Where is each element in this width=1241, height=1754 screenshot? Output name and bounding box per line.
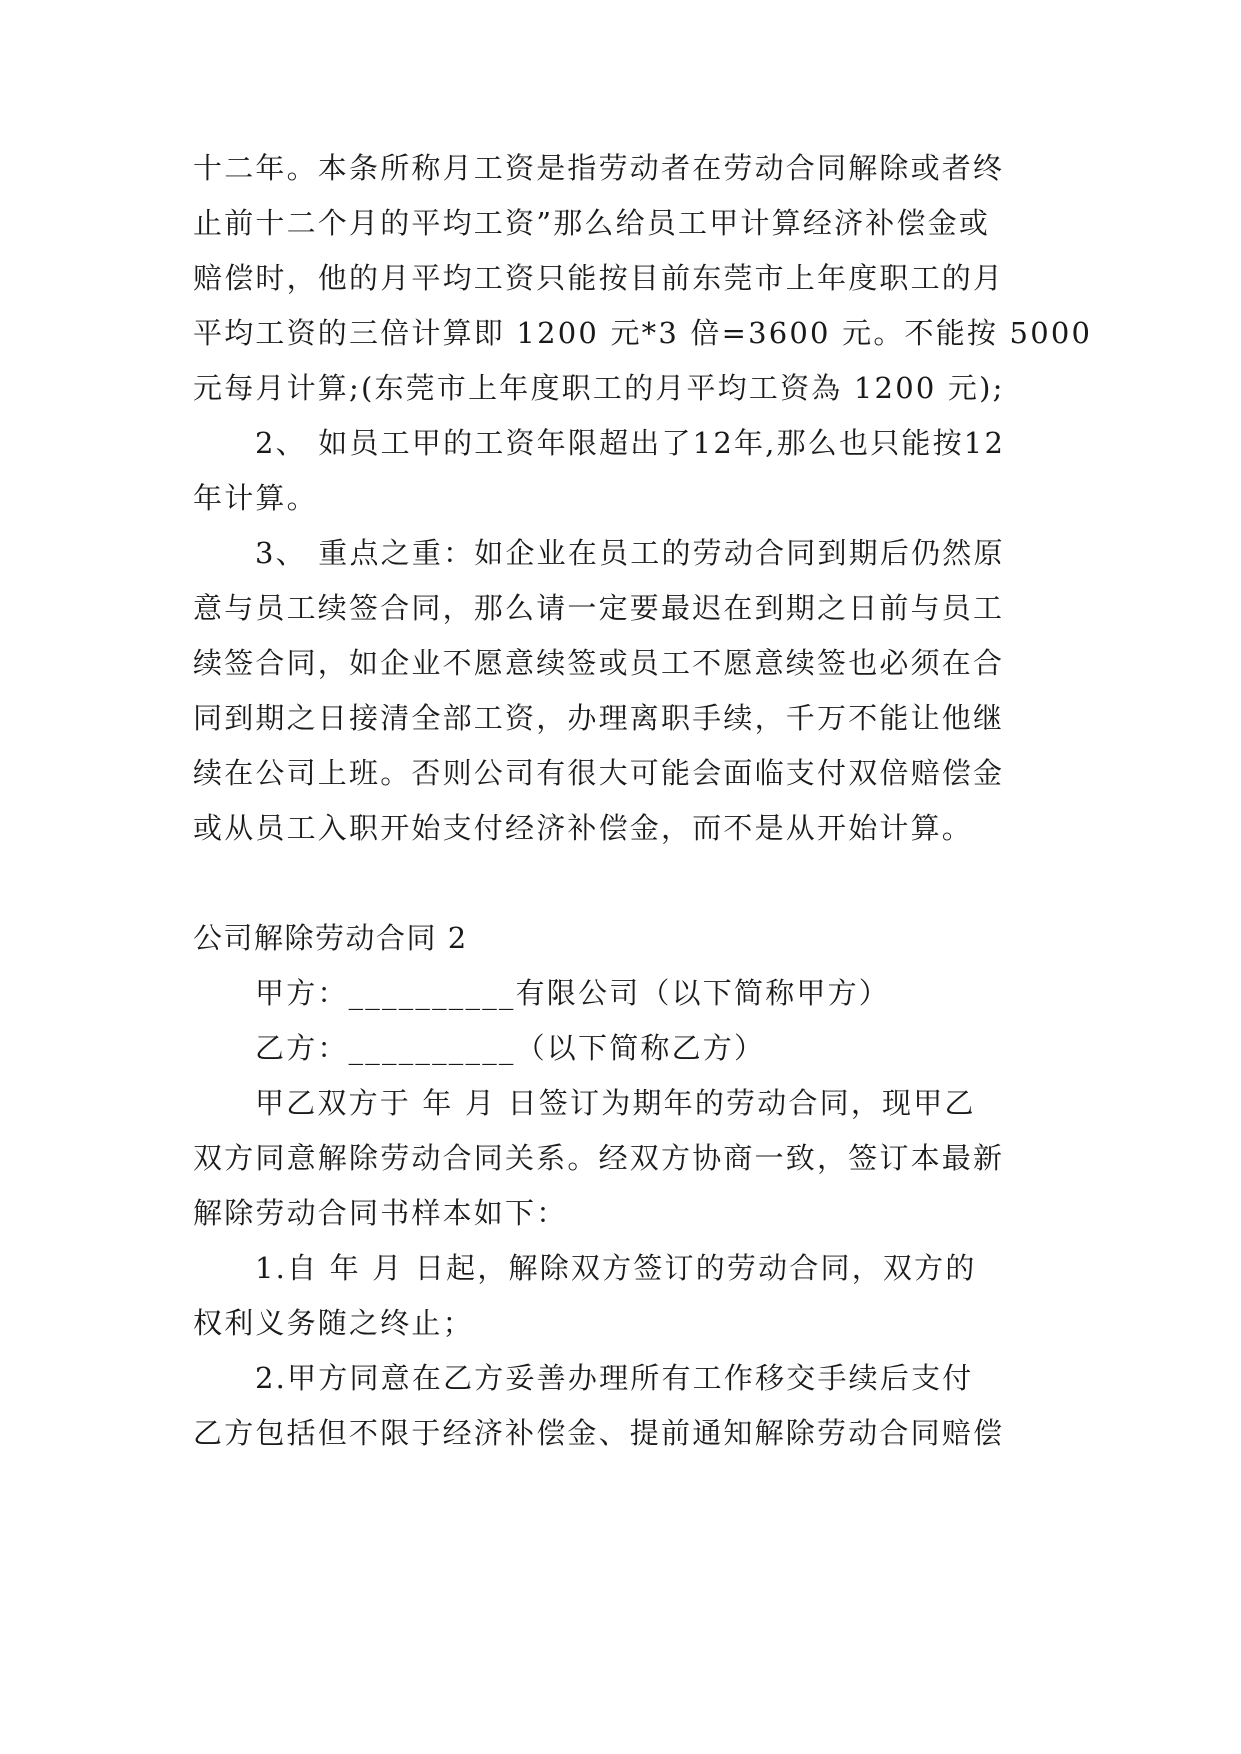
party-b-line: 乙方：__________（以下简称乙方） [255,1031,766,1065]
text-line: 元每月计算;(东莞市上年度职工的月平均工资為 1200 元); [193,371,1005,405]
clause-2: 2.甲方同意在乙方妥善办理所有工作移交手续后支付 [255,1361,974,1395]
clause-1: 1.自 年 月 日起，解除双方签订的劳动合同，双方的 [255,1251,977,1285]
list-item-3: 3、 重点之重：如企业在员工的劳动合同到期后仍然原 [255,536,1005,570]
text-line: 赔偿时，他的月平均工资只能按目前东莞市上年度职工的月 [193,261,1005,295]
list-item-2: 2、 如员工甲的工资年限超出了12年,那么也只能按12 [255,426,1006,460]
text-line: 同到期之日接清全部工资，办理离职手续，千万不能让他继 [193,701,1005,735]
text-line: 续签合同，如企业不愿意续签或员工不愿意续签也必须在合 [193,646,1005,680]
section-title: 公司解除劳动合同 2 [193,921,468,955]
paragraph-start: 甲乙双方于 年 月 日签订为期年的劳动合同，现甲乙 [255,1086,976,1120]
text-line: 续在公司上班。否则公司有很大可能会面临支付双倍赔偿金 [193,756,1005,790]
text-line: 或从员工入职开始支付经济补偿金，而不是从开始计算。 [193,811,974,845]
text-line: 双方同意解除劳动合同关系。经双方协商一致，签订本最新 [193,1141,1005,1175]
text-line: 平均工资的三倍计算即 1200 元*3 倍=3600 元。不能按 5000 [193,316,1093,350]
party-a-line: 甲方：__________有限公司（以下简称甲方） [255,976,891,1010]
text-line: 权利义务随之终止； [193,1306,474,1340]
text-line: 乙方包括但不限于经济补偿金、提前通知解除劳动合同赔偿 [193,1416,1005,1450]
text-line: 年计算。 [193,481,318,515]
text-line: 十二年。本条所称月工资是指劳动者在劳动合同解除或者终 [193,151,1005,185]
text-line: 意与员工续签合同，那么请一定要最迟在到期之日前与员工 [193,591,1005,625]
text-line: 解除劳动合同书样本如下： [193,1196,568,1230]
text-line: 止前十二个月的平均工资”那么给员工甲计算经济补偿金或 [193,206,991,240]
